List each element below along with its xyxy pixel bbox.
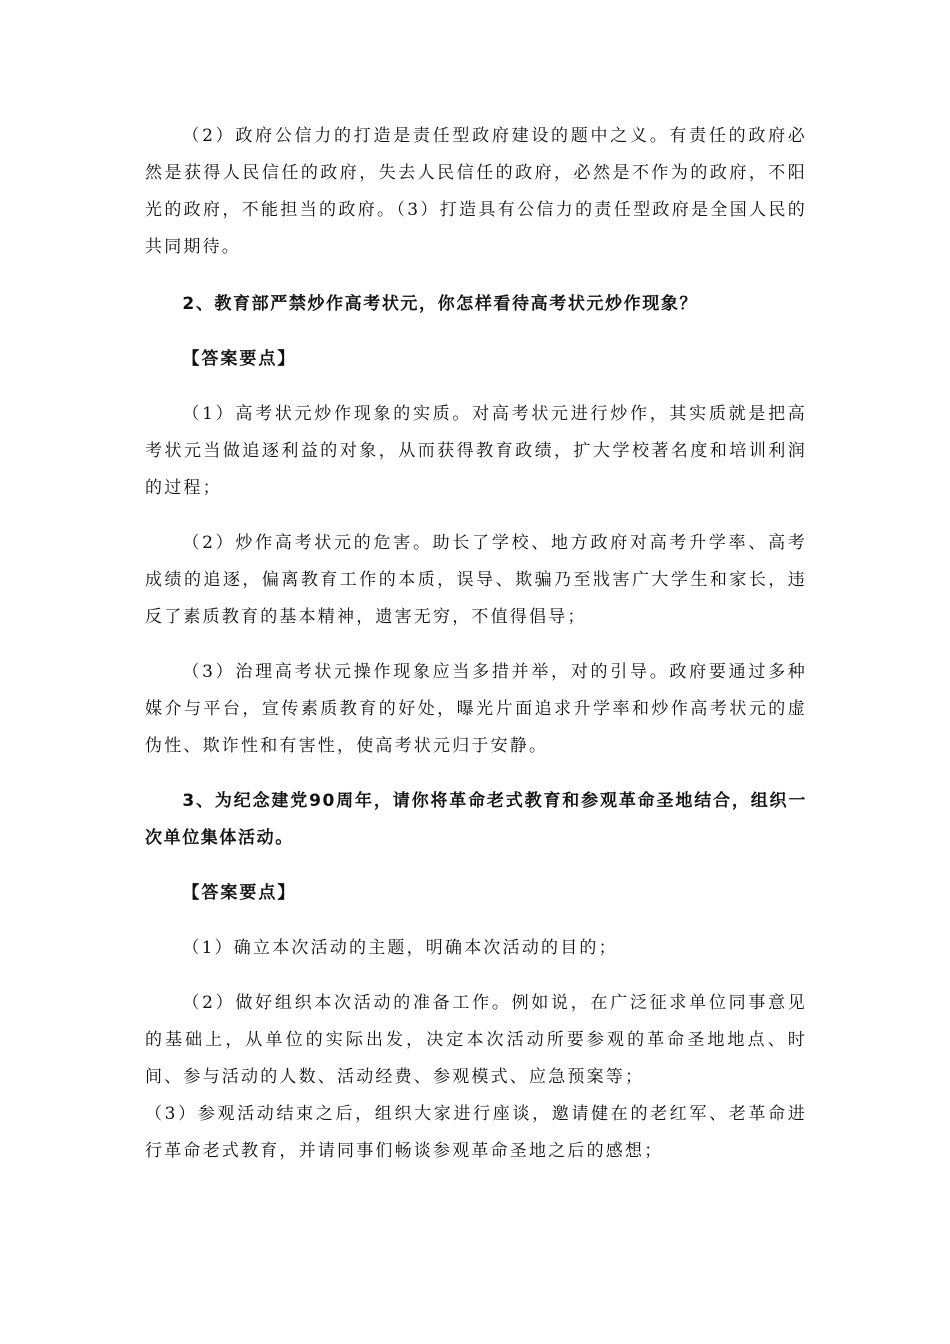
answer-3-point-1: （1）确立本次活动的主题，明确本次活动的目的； bbox=[182, 938, 618, 958]
answer-points-label-2: 【答案要点】 bbox=[182, 349, 297, 369]
answer-3-point-2: （2）做好组织本次活动的准备工作。例如说，在广泛征求单位同事意见的基础上，从单位的实际出发，决定本次活动所要参观的革命圣地地点、时间、参与活动的人数、活动经费、参观模式、应急预案等； bbox=[145, 993, 807, 1087]
question-2-heading: 2、教育部严禁炒作高考状元，你怎样看待高考状元炒作现象？ bbox=[182, 294, 699, 314]
answer-points-label-3: 【答案要点】 bbox=[182, 883, 297, 903]
answer-3-point-3: （3）参观活动结束之后，组织大家进行座谈，邀请健在的老红军、老革命进行革命老式教育，并请同事们畅谈参观革命圣地之后的感想； bbox=[145, 1104, 807, 1161]
answer-2-point-2: （2）炒作高考状元的危害。助长了学校、地方政府对高考升学率、高考成绩的追逐，偏离教育工作的本质，误导、欺骗乃至戕害广大学生和家长，违反了素质教育的基本精神，遗害无穷，不值得倡导； bbox=[145, 533, 807, 627]
answer-2-point-1: （1）高考状元炒作现象的实质。对高考状元进行炒作，其实质就是把高考状元当做追逐利益的对象，从而获得教育政绩，扩大学校著名度和培训利润的过程； bbox=[145, 404, 807, 498]
paragraph-government-credibility: （2）政府公信力的打造是责任型政府建设的题中之义。有责任的政府必然是获得人民信任的政府，失去人民信任的政府，必然是不作为的政府，不阳光的政府，不能担当的政府。（3）打造具有公信力的责任型政府是全国人民的共同期待。 bbox=[145, 126, 807, 257]
question-3-heading: 3、为纪念建党90周年，请你将革命老式教育和参观革命圣地结合，组织一次单位集体活动。 bbox=[145, 791, 807, 848]
document-page bbox=[145, 118, 807, 1170]
answer-2-point-3: （3）治理高考状元操作现象应当多措并举，对的引导。政府要通过多种媒介与平台，宣传素质教育的好处，曝光片面追求升学率和炒作高考状元的虚伪性、欺诈性和有害性，使高考状元归于安静。 bbox=[145, 662, 807, 756]
